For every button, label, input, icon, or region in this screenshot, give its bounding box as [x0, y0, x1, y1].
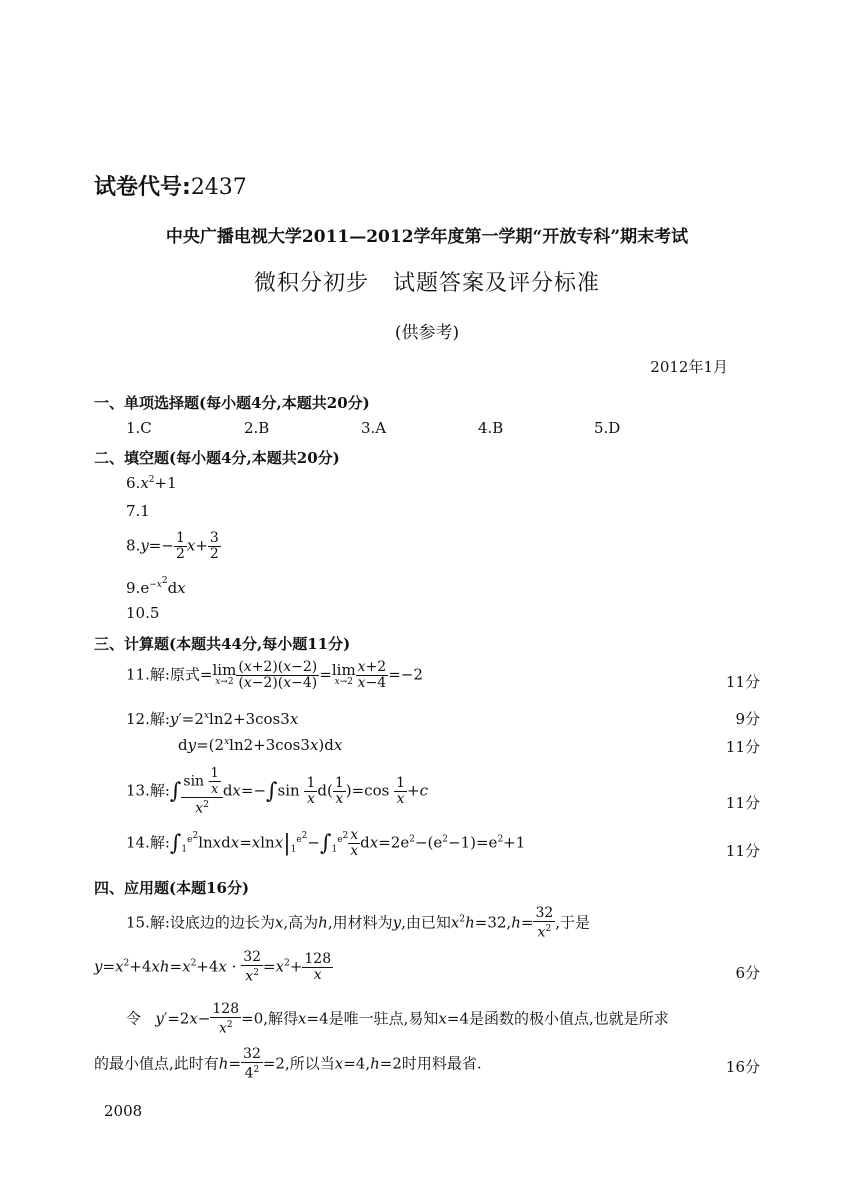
reference-note: (供参考): [394, 323, 460, 343]
calc-answer-12b: $dy=(2^x\ln 2+3\cos 3x)dx$: [178, 736, 343, 754]
section3-title: 三、计算题(本题共44分,每小题11分): [94, 635, 351, 653]
exam-date: 2012年1月: [650, 358, 728, 376]
calc-answer-12a: 12.解$:y'=2^x\ln 2+3\cos 3x$: [126, 710, 299, 728]
paper-code: [94, 170, 247, 201]
section1-title: 一、单项选择题(每小题4分,本题共20分): [94, 394, 370, 412]
calc-score-12a: 9分: [735, 710, 760, 728]
mc-answer-1: 1.C: [126, 419, 152, 437]
mc-answer-3: 3.A: [361, 419, 387, 437]
fill-answer-7: 7.1: [126, 502, 150, 520]
exam-title: 中央广播电视大学2011—2012学年度第一学期“开放专科”期末考试: [165, 227, 689, 247]
fill-answer-6: $6.x^2+1$: [126, 474, 177, 492]
calc-answer-11: 11.解:原式=lim x→2 $\frac{(x+2)(x-2)}{(x-2)(x-4)}$ =lim x→2 $\frac{x+2}{x-4}$ =−2: [126, 659, 423, 691]
fill-answer-10: 10.5: [126, 604, 160, 622]
mc-answer-4: 4.B: [478, 419, 504, 437]
calc-score-12b: 11分: [725, 738, 760, 756]
page-number: 2008: [104, 1102, 143, 1120]
section2-title: 二、填空题(每小题4分,本题共20分): [94, 449, 340, 467]
answer-subtitle: 试题答案及评分标准: [392, 271, 600, 296]
app-answer-line3: 令 y′=2x− $\frac{128}{x^2}$ =0,解得x=4是唯一驻点,易知x=4是函数的极小值点,也就是所求: [126, 1001, 669, 1037]
answer-title: [0, 266, 854, 297]
mc-answer-5: 5.D: [594, 419, 621, 437]
app-answer-line1: 15.解:设底边的边长为x,高为h,用材料为y,由已知$x^2h=32,h=$ $\frac{32}{x^2}$ ,于是: [126, 905, 591, 941]
app-answer-line4: 的最小值点,此时有h= $\frac{32}{4^2}$ =2,所以当x=4,h=2时用料最省.: [94, 1046, 482, 1082]
calc-score-14: 11分: [725, 842, 760, 860]
app-score-line2: 6分: [735, 964, 760, 982]
paper-code-label: 试卷代号:: [94, 175, 191, 200]
fill-answer-9: $9.e^{-x^2}dx$: [126, 576, 186, 597]
mc-answer-2: 2.B: [244, 419, 270, 437]
subject-name: 微积分初步: [253, 271, 369, 296]
section4-title: 四、应用题(本题16分): [94, 879, 250, 897]
calc-answer-14: 14.解$:\int_1^{e^2}lnxdx=xlnx|_1^{e^2}-\int_1^{e^2}$ $\frac{x}{x}$ $dx=2e^2-(e^2-1)=e^2+1$: [126, 827, 526, 859]
calc-score-13: 11分: [725, 794, 760, 812]
app-answer-line2: $y=x^2+4xh=x^2+4x$ · $\frac{32}{x^2}$ $=x^2+$ $\frac{128}{x}$: [94, 949, 332, 985]
app-score-line4: 16分: [725, 1058, 760, 1076]
fill-answer-8: 8.y=− $\frac{1}{2}$ x+ $\frac{3}{2}$: [126, 530, 219, 562]
paper-code-number: 2437: [190, 175, 247, 200]
calc-answer-13: 13.解:∫ sin $\frac{1}{x}$ $x^2$ dx=−∫sin $\frac{1}{x}$ d( $\frac{1}{x}$ )=cos $\frac{1}{x}$ +c: [126, 766, 428, 817]
calc-score-11: 11分: [725, 673, 760, 691]
